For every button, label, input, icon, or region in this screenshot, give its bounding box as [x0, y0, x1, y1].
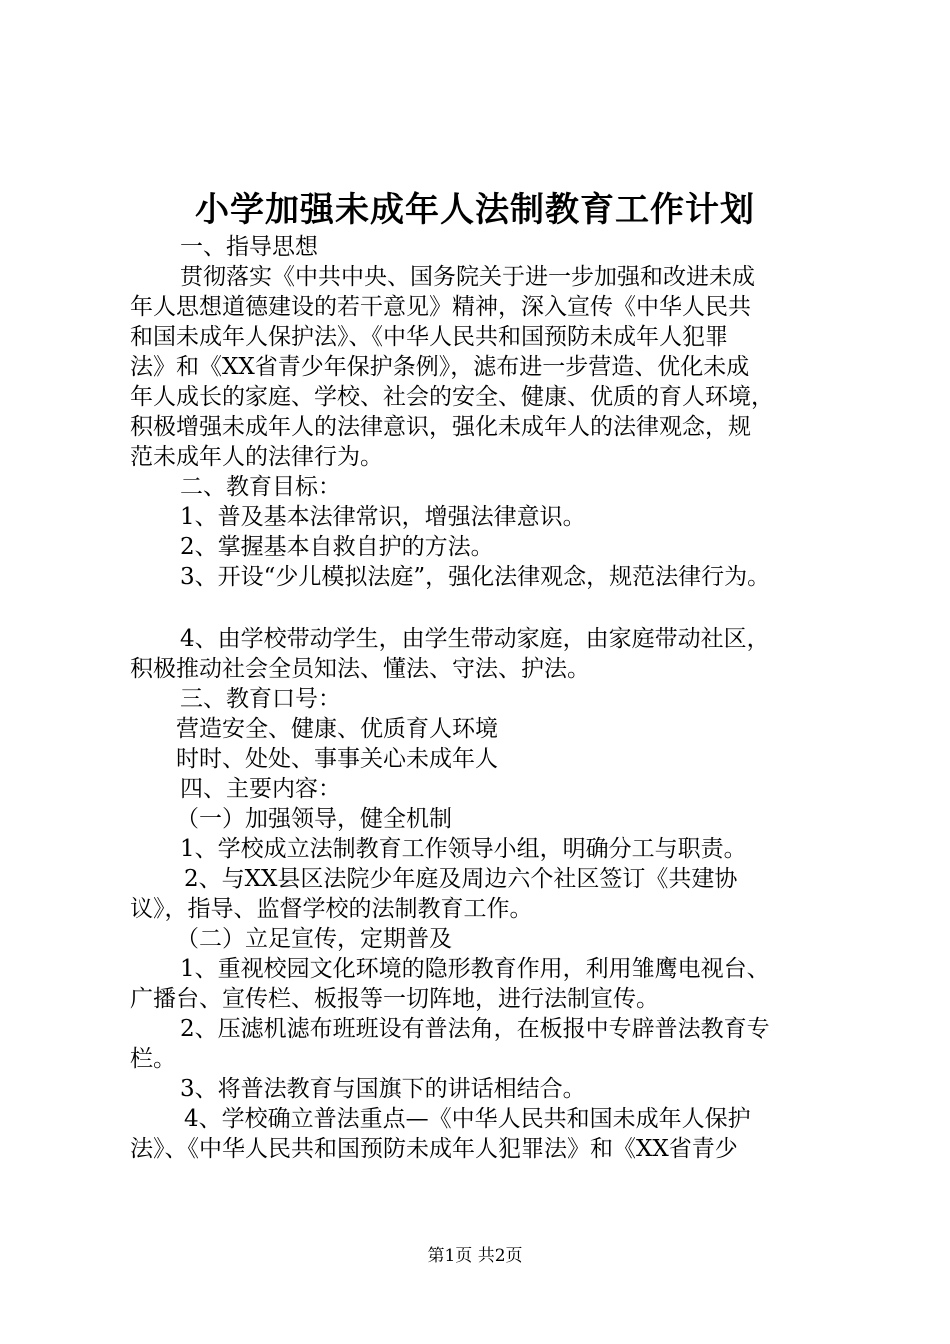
page-footer: 第1页 共2页	[427, 1246, 523, 1266]
list-item: 2、压滤机滤布班班设有普法角，在板报中专辟普法教育专	[180, 1016, 770, 1042]
section-heading: 三、教育口号：	[180, 686, 341, 712]
list-item: 3、开设“少儿模拟法庭”，强化法律观念，规范法律行为。	[180, 564, 771, 590]
paragraph-line: 年人思想道德建设的若干意见》精神，深入宣传《中华人民共	[130, 294, 751, 320]
paragraph-line: 范未成年人的法律行为。	[130, 444, 383, 470]
list-item: 3、将普法教育与国旗下的讲话相结合。	[180, 1076, 586, 1102]
slogan-line: 营造安全、健康、优质育人环境	[176, 716, 498, 742]
list-item: 1、学校成立法制教育工作领导小组，明确分工与职责。	[180, 836, 747, 862]
section-heading: 二、教育目标：	[180, 474, 341, 500]
list-item: 4、学校确立普法重点—《中华人民共和国未成年人保护	[184, 1106, 751, 1132]
paragraph-line: 贯彻落实《中共中央、国务院关于进一步加强和改进未成	[180, 264, 755, 290]
list-item: 2、与XX县区法院少年庭及周边六个社区签订《共建协	[184, 866, 738, 892]
list-item: 1、普及基本法律常识，增强法律意识。	[180, 504, 586, 530]
document-body	[130, 232, 830, 1164]
list-item: 1、重视校园文化环境的隐形教育作用，利用雏鹰电视台、	[180, 956, 770, 982]
slogan-line: 时时、处处、事事关心未成年人	[176, 746, 498, 772]
document-title: 小学加强未成年人法制教育工作计划	[195, 190, 755, 230]
paragraph-line: 年人成长的家庭、学校、社会的安全、健康、优质的育人环境，	[130, 384, 774, 410]
paragraph-line: 法》和《XX省青少年保护条例》，滤布进一步营造、优化未成	[130, 354, 750, 380]
subsection-heading: （一）加强领导，健全机制	[176, 806, 452, 832]
paragraph-line: 积极增强未成年人的法律意识，强化未成年人的法律观念，规	[130, 414, 751, 440]
list-item: 2、掌握基本自救自护的方法。	[180, 534, 494, 560]
list-item: 4、由学校带动学生，由学生带动家庭，由家庭带动社区，	[180, 626, 770, 652]
section-heading: 一、指导思想	[180, 234, 318, 260]
section-heading: 四、主要内容：	[180, 776, 341, 802]
paragraph-line: 广播台、宣传栏、板报等一切阵地，进行法制宣传。	[130, 986, 659, 1012]
paragraph-line: 栏。	[130, 1046, 176, 1072]
paragraph-line: 议》，指导、监督学校的法制教育工作。	[130, 896, 533, 922]
paragraph-line: 积极推动社会全员知法、懂法、守法、护法。	[130, 656, 590, 682]
subsection-heading: （二）立足宣传，定期普及	[176, 926, 452, 952]
paragraph-line: 和国未成年人保护法》、《中华人民共和国预防未成年人犯罪	[130, 324, 728, 350]
paragraph-line: 法》、《中华人民共和国预防未成年人犯罪法》和《XX省青少	[130, 1136, 738, 1162]
blank-line	[130, 592, 830, 624]
